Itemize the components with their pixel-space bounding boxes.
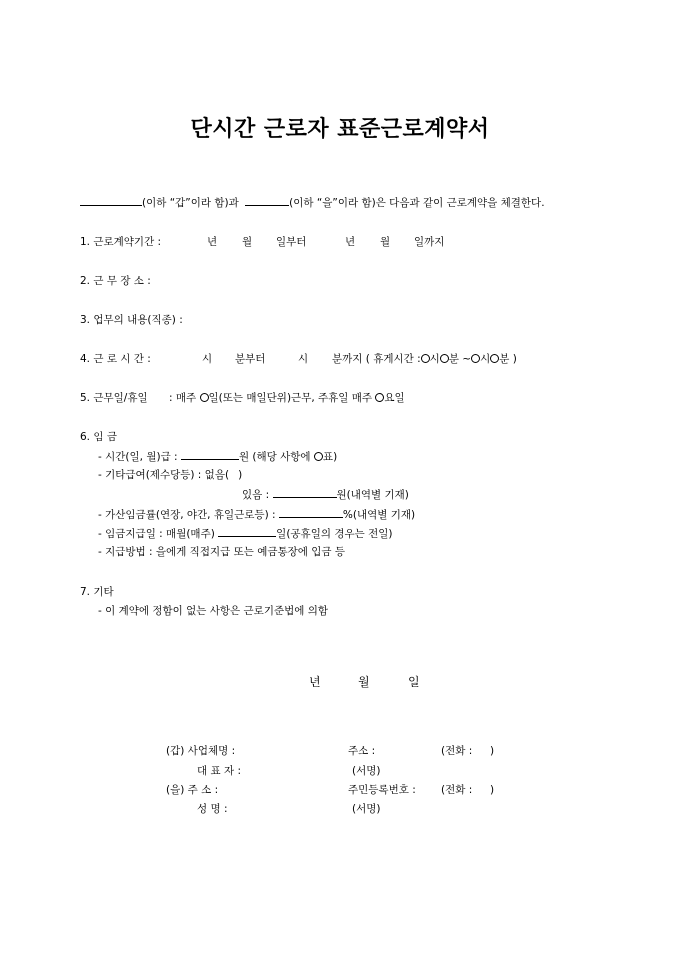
- s7-note: - 이 계약에 정함이 없는 사항은 근로기준법에 의함: [98, 605, 329, 617]
- s1-month-1: 월: [242, 236, 253, 248]
- date-month: 월: [358, 675, 370, 689]
- eul-seal: (서명): [352, 803, 381, 815]
- s6-other-label: - 기타급여(제수당등) : 없음(: [98, 469, 230, 481]
- s6-extra-line: [98, 507, 415, 522]
- date-year: 년: [309, 675, 321, 689]
- s1-year-1: 년: [207, 236, 218, 248]
- s6-payday-line: [98, 526, 392, 541]
- s5-workday: 일(또는 매일단위)근무, 주휴일 매주: [208, 392, 373, 404]
- s5-weekly: : 매주: [169, 392, 197, 404]
- eul-phone-label: (전화 :: [441, 784, 473, 796]
- gap-company-label: (갑) 사업체명 :: [166, 745, 236, 757]
- s6-hourly-label: - 시간(일, 월)급 :: [98, 451, 178, 463]
- circle-icon: [440, 354, 449, 363]
- section-1-label: 1. 근로계약기간 :: [80, 236, 162, 248]
- party-a-blank: [80, 195, 142, 206]
- page-title: 단시간 근로자 표준근로계약서: [190, 117, 490, 142]
- circle-icon: [421, 354, 430, 363]
- circle-icon: [314, 452, 323, 461]
- circle-icon: [200, 393, 209, 402]
- circle-icon: [490, 354, 499, 363]
- s6-hourly-unit: 원 (해당 사항에: [238, 451, 311, 463]
- s4-break-m2: 분 ): [499, 353, 517, 365]
- s1-month-2: 월: [380, 236, 391, 248]
- s6-method: - 지급방법 : 을에게 직접지급 또는 예금통장에 입금 등: [98, 546, 346, 558]
- intro-b-text: (이하 “을”이라 함)은 다음과 같이 근로계약을 체결한다.: [289, 197, 545, 209]
- s4-break-time: [332, 352, 517, 366]
- section-5-content: [169, 391, 405, 405]
- party-b-blank: [245, 195, 289, 206]
- s6-payday-label: - 임금지급일 : 매월(매주): [98, 528, 215, 540]
- s6-exists-label: 있음 :: [242, 489, 270, 501]
- s6-exists-unit: 원(내역별 기재): [336, 489, 409, 501]
- circle-icon: [471, 354, 480, 363]
- section-2-label: 2. 근 무 장 소 :: [80, 275, 151, 287]
- s4-min-2: 분까지 ( 휴게시간 :: [332, 353, 421, 365]
- s6-other-line: [98, 468, 242, 482]
- section-5-label: 5. 근무일/휴일: [80, 392, 148, 404]
- s4-break-h1: 시: [429, 353, 440, 365]
- s5-dayoff: 요일: [384, 392, 405, 404]
- eul-address-label: (을) 주 소 :: [166, 784, 219, 796]
- s4-min-1: 분부터: [235, 353, 266, 365]
- gap-rep-label: 대 표 자 :: [197, 765, 241, 777]
- section-3-label: 3. 업무의 내용(직종) :: [80, 314, 183, 326]
- s6-payday-unit: 일(공휴일의 경우는 전일): [276, 528, 393, 540]
- gap-seal: (서명): [352, 765, 381, 777]
- eul-id-label: 주민등록번호 :: [348, 784, 416, 796]
- intro-line: [80, 195, 545, 210]
- section-7-label: 7. 기타: [80, 586, 114, 598]
- s6-hourly-mark: 표): [322, 451, 338, 463]
- eul-phone-close: ): [490, 784, 495, 796]
- section-4-label: 4. 근 로 시 간 :: [80, 353, 151, 365]
- s6-extra-unit: %(내역별 기재): [342, 509, 416, 521]
- s1-day-1: 일부터: [276, 236, 307, 248]
- extra-rate-blank: [279, 507, 343, 518]
- gap-phone-label: (전화 :: [441, 745, 473, 757]
- s6-other-close: ): [238, 469, 243, 481]
- eul-name-label: 성 명 :: [197, 803, 228, 815]
- s6-exists-line: [242, 487, 409, 502]
- gap-address-label: 주소 :: [348, 745, 376, 757]
- intro-a-text: (이하 “갑”이라 함)과: [142, 197, 239, 209]
- s4-hour-1: 시: [202, 353, 213, 365]
- s1-year-2: 년: [345, 236, 356, 248]
- s4-break-m1: 분 ~: [448, 353, 472, 365]
- section-6-label: 6. 임 금: [80, 431, 117, 443]
- s6-hourly-line: [98, 449, 337, 464]
- s1-day-2: 일까지: [414, 236, 445, 248]
- s4-hour-2: 시: [298, 353, 309, 365]
- s6-extra-label: - 가산임금률(연장, 야간, 휴일근로등) :: [98, 509, 276, 521]
- s4-break-h2: 시: [480, 353, 491, 365]
- exists-amount-blank: [273, 487, 337, 498]
- hourly-wage-blank: [181, 449, 239, 460]
- date-day: 일: [408, 675, 420, 689]
- payday-blank: [218, 526, 276, 537]
- gap-phone-close: ): [490, 745, 495, 757]
